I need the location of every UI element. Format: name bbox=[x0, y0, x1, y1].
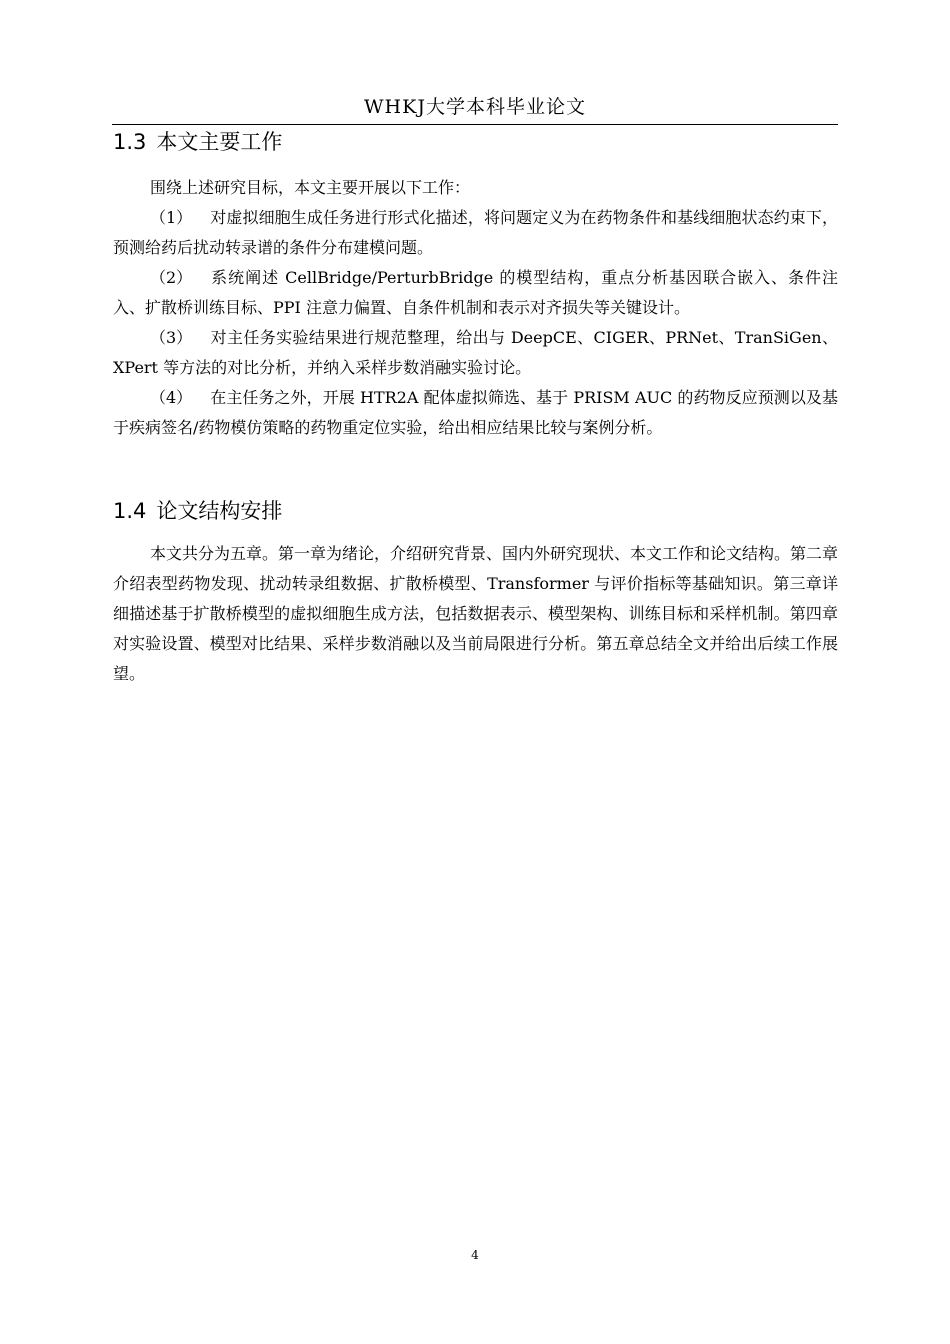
item-text: 对虚拟细胞生成任务进行形式化描述，将问题定义为在药物条件和基线细胞状态约束下，预测给药后扰动转录谱的条件分布建模问题。 bbox=[113, 208, 838, 257]
item-text: 对主任务实验结果进行规范整理，给出与 DeepCE、CIGER、PRNet、TranSiGen、XPert 等方法的对比分析，并纳入采样步数消融实验讨论。 bbox=[113, 328, 838, 377]
item-number: （4） bbox=[150, 388, 193, 407]
item-number: （2） bbox=[150, 268, 193, 287]
section-1-4-body bbox=[113, 539, 838, 689]
list-item bbox=[113, 263, 838, 323]
page-header: WHKJ大学本科毕业论文 bbox=[364, 96, 586, 118]
item-text: 系统阐述 CellBridge/PerturbBridge 的模型结构，重点分析基因联合嵌入、条件注入、扩散桥训练目标、PPI 注意力偏置、自条件机制和表示对齐损失等关键设计。 bbox=[113, 268, 838, 317]
structure-paragraph: 本文共分为五章。第一章为绪论，介绍研究背景、国内外研究现状、本文工作和论文结构。第二章介绍表型药物发现、扰动转录组数据、扩散桥模型、Transformer 与评价指标等基础知识。第三章详细描述基于扩散桥模型的虚拟细胞生成方法，包括数据表示、模型架构、训练目标和采样机制。第四章对实验设置、模型对比结果、采样步数消融以及当前局限进行分析。第五章总结全文并给出后续工作展望。 bbox=[113, 544, 839, 683]
item-number: （3） bbox=[150, 328, 193, 347]
item-text: 在主任务之外，开展 HTR2A 配体虚拟筛选、基于 PRISM AUC 的药物反应预测以及基于疾病签名/药物模仿策略的药物重定位实验，给出相应结果比较与案例分析。 bbox=[113, 388, 838, 437]
section-1-3-body bbox=[113, 173, 838, 443]
section-title: 论文结构安排 bbox=[156, 499, 283, 523]
section-heading-1-4 bbox=[113, 496, 282, 526]
header-divider bbox=[112, 124, 838, 125]
list-item bbox=[113, 203, 838, 263]
section-heading-1-3 bbox=[113, 127, 282, 157]
page-number: 4 bbox=[471, 1248, 479, 1262]
section-number: 1.4 bbox=[113, 499, 147, 523]
intro-paragraph: 围绕上述研究目标，本文主要开展以下工作： bbox=[150, 178, 471, 197]
section-number: 1.3 bbox=[113, 130, 147, 154]
section-title: 本文主要工作 bbox=[156, 130, 283, 154]
list-item bbox=[113, 323, 838, 383]
item-number: （1） bbox=[150, 208, 193, 227]
list-item bbox=[113, 383, 838, 443]
